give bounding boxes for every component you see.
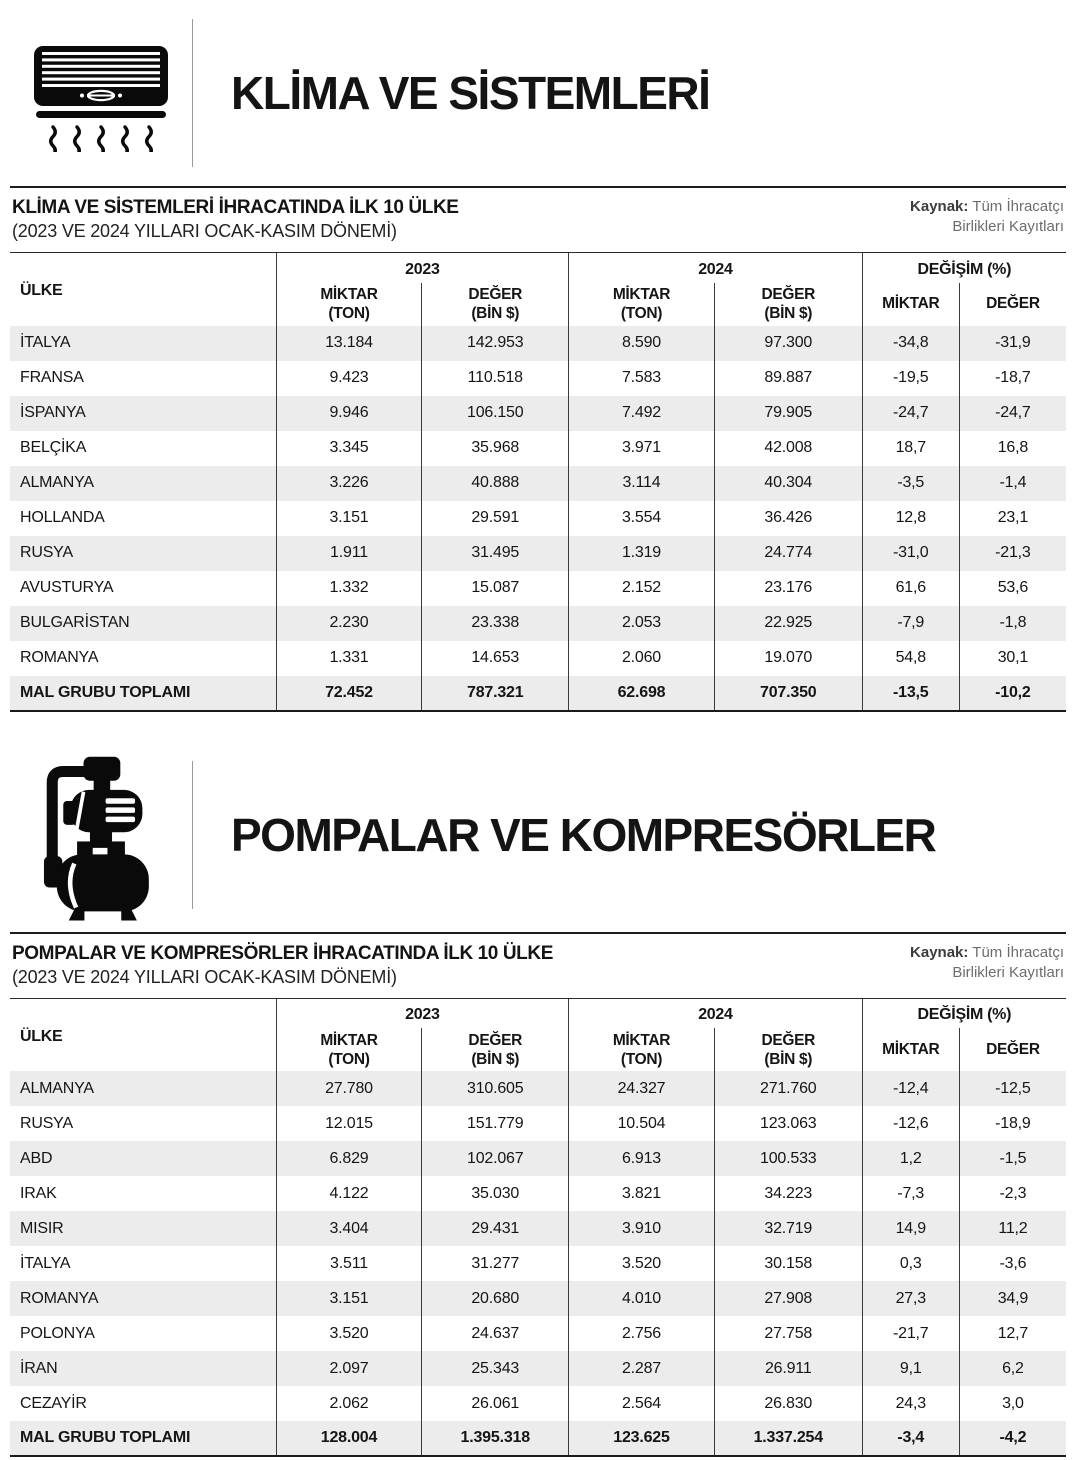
table-title: KLİMA VE SİSTEMLERİ İHRACATINDA İLK 10 ÜLKE	[12, 197, 459, 218]
value-cell: 142.953	[422, 326, 569, 361]
value-cell: 2.060	[569, 641, 715, 676]
column-header-qty-2023	[276, 1028, 422, 1071]
table-subtitle: (2023 VE 2024 YILLARI OCAK-KASIM DÖNEMİ)	[12, 966, 397, 987]
value-cell: 31.495	[422, 536, 569, 571]
value-cell: 3.114	[569, 466, 715, 501]
value-cell: 3.520	[276, 1316, 422, 1351]
air-conditioner-icon	[10, 34, 192, 152]
value-cell: 30,1	[959, 641, 1066, 676]
column-header-val-2023	[422, 283, 569, 326]
column-header-change-qty: MİKTAR	[862, 283, 959, 326]
value-cell: 4.010	[569, 1281, 715, 1316]
country-cell: İTALYA	[20, 334, 71, 351]
table-header	[10, 998, 1066, 1071]
val-unit: (BİN $)	[471, 305, 520, 322]
value-cell: 15.087	[422, 571, 569, 606]
value-cell: -21,7	[862, 1316, 959, 1351]
value-cell: 34,9	[959, 1281, 1066, 1316]
section-title-pompalar: POMPALAR VE KOMPRESÖRLER	[231, 808, 936, 861]
value-cell: 1.395.318	[422, 1421, 569, 1456]
value-cell: 16,8	[959, 431, 1066, 466]
water-pump-icon	[10, 749, 192, 921]
val-unit: (BİN $)	[764, 305, 813, 322]
country-cell: AVUSTURYA	[20, 579, 114, 596]
value-cell: -24,7	[959, 396, 1066, 431]
value-cell: 25.343	[422, 1351, 569, 1386]
value-cell: 110.518	[422, 361, 569, 396]
value-cell: 7.583	[569, 361, 715, 396]
qty-label: MİKTAR	[320, 286, 378, 303]
table-row	[10, 1141, 1066, 1176]
value-cell: 42.008	[714, 431, 862, 466]
country-cell: MAL GRUBU TOPLAMI	[10, 1421, 276, 1456]
column-header-year-2024: 2024	[569, 998, 863, 1028]
value-cell: 40.304	[714, 466, 862, 501]
country-cell: ALMANYA	[20, 474, 94, 491]
value-cell: 23.338	[422, 606, 569, 641]
value-cell: 7.492	[569, 396, 715, 431]
column-header-qty-2024	[569, 1028, 715, 1071]
table-row	[10, 1071, 1066, 1106]
value-cell: -1,4	[959, 466, 1066, 501]
value-cell: -12,5	[959, 1071, 1066, 1106]
table-row	[10, 1106, 1066, 1141]
value-cell: 14,9	[862, 1211, 959, 1246]
qty-label: MİKTAR	[612, 286, 671, 303]
country-cell: ALMANYA	[20, 1079, 94, 1097]
qty-unit: (TON)	[328, 305, 370, 322]
table-row	[10, 1211, 1066, 1246]
value-cell: 26.830	[714, 1386, 862, 1421]
value-cell: 54,8	[862, 641, 959, 676]
value-cell: 13.184	[276, 326, 422, 361]
country-cell: RUSYA	[20, 1114, 73, 1132]
value-cell: 3.821	[569, 1176, 715, 1211]
value-cell: 2.287	[569, 1351, 715, 1386]
qty-label: MİKTAR	[612, 1031, 671, 1049]
value-cell: -34,8	[862, 326, 959, 361]
value-cell: 3.345	[276, 431, 422, 466]
value-cell: 27,3	[862, 1281, 959, 1316]
value-cell: 40.888	[422, 466, 569, 501]
value-cell: 29.591	[422, 501, 569, 536]
table-head-pompalar	[12, 934, 1064, 998]
value-cell: 24.774	[714, 536, 862, 571]
table-row	[10, 1281, 1066, 1316]
country-cell: HOLLANDA	[20, 509, 105, 526]
export-table-pompalar	[10, 998, 1066, 1458]
value-cell: -10,2	[959, 676, 1066, 711]
table-row	[10, 606, 1066, 641]
value-cell: 4.122	[276, 1176, 422, 1211]
table-row	[10, 1386, 1066, 1421]
value-cell: -19,5	[862, 361, 959, 396]
section-banner-pompalar	[0, 738, 1076, 932]
value-cell: -12,6	[862, 1106, 959, 1141]
section-banner-klima	[0, 0, 1076, 186]
value-cell: 32.719	[714, 1211, 862, 1246]
value-cell: 9,1	[862, 1351, 959, 1386]
table-header	[10, 253, 1066, 326]
value-cell: 27.908	[714, 1281, 862, 1316]
value-cell: -31,0	[862, 536, 959, 571]
value-cell: -18,9	[959, 1106, 1066, 1141]
value-cell: 9.423	[276, 361, 422, 396]
table-row	[10, 1351, 1066, 1386]
value-cell: 3.151	[276, 1281, 422, 1316]
table-total-row	[10, 1421, 1066, 1456]
table-row	[10, 361, 1066, 396]
value-cell: 35.030	[422, 1176, 569, 1211]
country-cell: BELÇİKA	[20, 439, 87, 456]
banner-divider	[192, 761, 193, 909]
country-cell: MISIR	[20, 1219, 64, 1237]
column-header-change: DEĞİŞİM (%)	[862, 253, 1066, 283]
table-row	[10, 501, 1066, 536]
value-cell: 34.223	[714, 1176, 862, 1211]
value-cell: 106.150	[422, 396, 569, 431]
value-cell: 12,8	[862, 501, 959, 536]
value-cell: 6.913	[569, 1141, 715, 1176]
value-cell: 102.067	[422, 1141, 569, 1176]
value-cell: 61,6	[862, 571, 959, 606]
value-cell: -7,3	[862, 1176, 959, 1211]
value-cell: -24,7	[862, 396, 959, 431]
value-cell: 89.887	[714, 361, 862, 396]
value-cell: -2,3	[959, 1176, 1066, 1211]
value-cell: 2.097	[276, 1351, 422, 1386]
country-cell: POLONYA	[20, 1324, 95, 1342]
value-cell: 0,3	[862, 1246, 959, 1281]
value-cell: -1,5	[959, 1141, 1066, 1176]
value-cell: 3.554	[569, 501, 715, 536]
value-cell: -21,3	[959, 536, 1066, 571]
value-cell: 19.070	[714, 641, 862, 676]
value-cell: 27.758	[714, 1316, 862, 1351]
value-cell: 310.605	[422, 1071, 569, 1106]
val-unit: (BİN $)	[764, 1050, 813, 1068]
value-cell: 36.426	[714, 501, 862, 536]
column-header-country: ÜLKE	[10, 253, 276, 326]
value-cell: 18,7	[862, 431, 959, 466]
value-cell: 1.319	[569, 536, 715, 571]
value-cell: 29.431	[422, 1211, 569, 1246]
value-cell: 3.511	[276, 1246, 422, 1281]
value-cell: 1,2	[862, 1141, 959, 1176]
value-cell: 2.230	[276, 606, 422, 641]
column-header-change: DEĞİŞİM (%)	[862, 998, 1066, 1028]
country-cell: CEZAYİR	[20, 1394, 87, 1412]
value-cell: 6,2	[959, 1351, 1066, 1386]
value-cell: 3.226	[276, 466, 422, 501]
value-cell: 2.756	[569, 1316, 715, 1351]
column-header-change-val: DEĞER	[959, 283, 1066, 326]
table-body	[10, 1071, 1066, 1456]
table-title: POMPALAR VE KOMPRESÖRLER İHRACATINDA İLK 10 ÜLKE	[12, 942, 553, 964]
column-header-change-qty: MİKTAR	[862, 1028, 959, 1071]
source-note	[910, 941, 1064, 983]
value-cell: 707.350	[714, 676, 862, 711]
value-cell: 2.053	[569, 606, 715, 641]
value-cell: 26.061	[422, 1386, 569, 1421]
country-cell: FRANSA	[20, 369, 84, 386]
table-row	[10, 396, 1066, 431]
value-cell: 35.968	[422, 431, 569, 466]
value-cell: 23.176	[714, 571, 862, 606]
country-cell: İRAN	[20, 1359, 58, 1377]
value-cell: 123.625	[569, 1421, 715, 1456]
value-cell: 9.946	[276, 396, 422, 431]
country-cell: İSPANYA	[20, 404, 86, 421]
table-row	[10, 326, 1066, 361]
value-cell: 2.062	[276, 1386, 422, 1421]
column-header-year-2024: 2024	[569, 253, 863, 283]
table-body	[10, 326, 1066, 711]
value-cell: 20.680	[422, 1281, 569, 1316]
source-text-line1: Tüm İhracatçı	[972, 198, 1064, 215]
value-cell: 27.780	[276, 1071, 422, 1106]
value-cell: 3,0	[959, 1386, 1066, 1421]
value-cell: 1.911	[276, 536, 422, 571]
value-cell: -18,7	[959, 361, 1066, 396]
country-cell: İTALYA	[20, 1254, 71, 1272]
table-row	[10, 1176, 1066, 1211]
val-label: DEĞER	[468, 286, 523, 303]
value-cell: 1.331	[276, 641, 422, 676]
val-unit: (BİN $)	[471, 1050, 520, 1068]
value-cell: -3,4	[862, 1421, 959, 1456]
value-cell: 62.698	[569, 676, 715, 711]
column-header-val-2024	[714, 283, 862, 326]
source-text-line2: Birlikleri Kayıtları	[952, 963, 1064, 981]
country-cell: ABD	[20, 1149, 53, 1167]
country-cell: IRAK	[20, 1184, 57, 1202]
value-cell: -7,9	[862, 606, 959, 641]
value-cell: -13,5	[862, 676, 959, 711]
value-cell: 123.063	[714, 1106, 862, 1141]
value-cell: 10.504	[569, 1106, 715, 1141]
value-cell: 23,1	[959, 501, 1066, 536]
value-cell: 30.158	[714, 1246, 862, 1281]
value-cell: 3.910	[569, 1211, 715, 1246]
value-cell: -31,9	[959, 326, 1066, 361]
value-cell: 53,6	[959, 571, 1066, 606]
country-cell: ROMANYA	[20, 649, 99, 666]
value-cell: 14.653	[422, 641, 569, 676]
table-row	[10, 1246, 1066, 1281]
country-cell: BULGARİSTAN	[20, 614, 130, 631]
value-cell: 97.300	[714, 326, 862, 361]
table-row	[10, 641, 1066, 676]
value-cell: 3.520	[569, 1246, 715, 1281]
banner-divider	[192, 19, 193, 167]
table-row	[10, 571, 1066, 606]
source-text-line2: Birlikleri Kayıtları	[952, 218, 1064, 235]
qty-label: MİKTAR	[320, 1031, 378, 1049]
source-text-line1: Tüm İhracatçı	[972, 943, 1064, 961]
country-cell: RUSYA	[20, 544, 73, 561]
qty-unit: (TON)	[328, 1050, 370, 1068]
value-cell: 3.971	[569, 431, 715, 466]
country-cell: MAL GRUBU TOPLAMI	[10, 676, 276, 711]
table-row	[10, 431, 1066, 466]
value-cell: 12.015	[276, 1106, 422, 1141]
value-cell: 24.637	[422, 1316, 569, 1351]
value-cell: 12,7	[959, 1316, 1066, 1351]
value-cell: -3,6	[959, 1246, 1066, 1281]
table-row	[10, 536, 1066, 571]
value-cell: 11,2	[959, 1211, 1066, 1246]
value-cell: 1.332	[276, 571, 422, 606]
value-cell: -4,2	[959, 1421, 1066, 1456]
table-row	[10, 1316, 1066, 1351]
column-header-val-2023	[422, 1028, 569, 1071]
value-cell: 2.564	[569, 1386, 715, 1421]
value-cell: -3,5	[862, 466, 959, 501]
val-label: DEĞER	[761, 286, 816, 303]
value-cell: 6.829	[276, 1141, 422, 1176]
table-row	[10, 466, 1066, 501]
table-subtitle: (2023 VE 2024 YILLARI OCAK-KASIM DÖNEMİ)	[12, 221, 397, 241]
country-cell: ROMANYA	[20, 1289, 99, 1307]
value-cell: 3.151	[276, 501, 422, 536]
source-label: Kaynak:	[910, 198, 969, 215]
column-header-year-2023: 2023	[276, 253, 569, 283]
value-cell: 2.152	[569, 571, 715, 606]
value-cell: 22.925	[714, 606, 862, 641]
val-label: DEĞER	[468, 1031, 523, 1049]
column-header-val-2024	[714, 1028, 862, 1071]
value-cell: 72.452	[276, 676, 422, 711]
column-header-qty-2024	[569, 283, 715, 326]
value-cell: 24,3	[862, 1386, 959, 1421]
value-cell: 1.337.254	[714, 1421, 862, 1456]
value-cell: -12,4	[862, 1071, 959, 1106]
value-cell: 31.277	[422, 1246, 569, 1281]
value-cell: 787.321	[422, 676, 569, 711]
value-cell: 271.760	[714, 1071, 862, 1106]
value-cell: 3.404	[276, 1211, 422, 1246]
column-header-country: ÜLKE	[10, 998, 276, 1071]
value-cell: 8.590	[569, 326, 715, 361]
export-table-klima	[10, 252, 1066, 712]
column-header-change-val: DEĞER	[959, 1028, 1066, 1071]
val-label: DEĞER	[761, 1031, 816, 1049]
value-cell: 128.004	[276, 1421, 422, 1456]
value-cell: 79.905	[714, 396, 862, 431]
value-cell: 151.779	[422, 1106, 569, 1141]
table-head-klima	[12, 188, 1064, 252]
source-label: Kaynak:	[910, 943, 969, 961]
qty-unit: (TON)	[620, 305, 663, 322]
value-cell: -1,8	[959, 606, 1066, 641]
table-total-row	[10, 676, 1066, 711]
source-note	[910, 195, 1064, 237]
value-cell: 26.911	[714, 1351, 862, 1386]
column-header-year-2023: 2023	[276, 998, 569, 1028]
value-cell: 24.327	[569, 1071, 715, 1106]
section-title-klima: KLİMA VE SİSTEMLERİ	[231, 67, 710, 119]
column-header-qty-2023	[276, 283, 422, 326]
value-cell: 100.533	[714, 1141, 862, 1176]
qty-unit: (TON)	[620, 1050, 663, 1068]
